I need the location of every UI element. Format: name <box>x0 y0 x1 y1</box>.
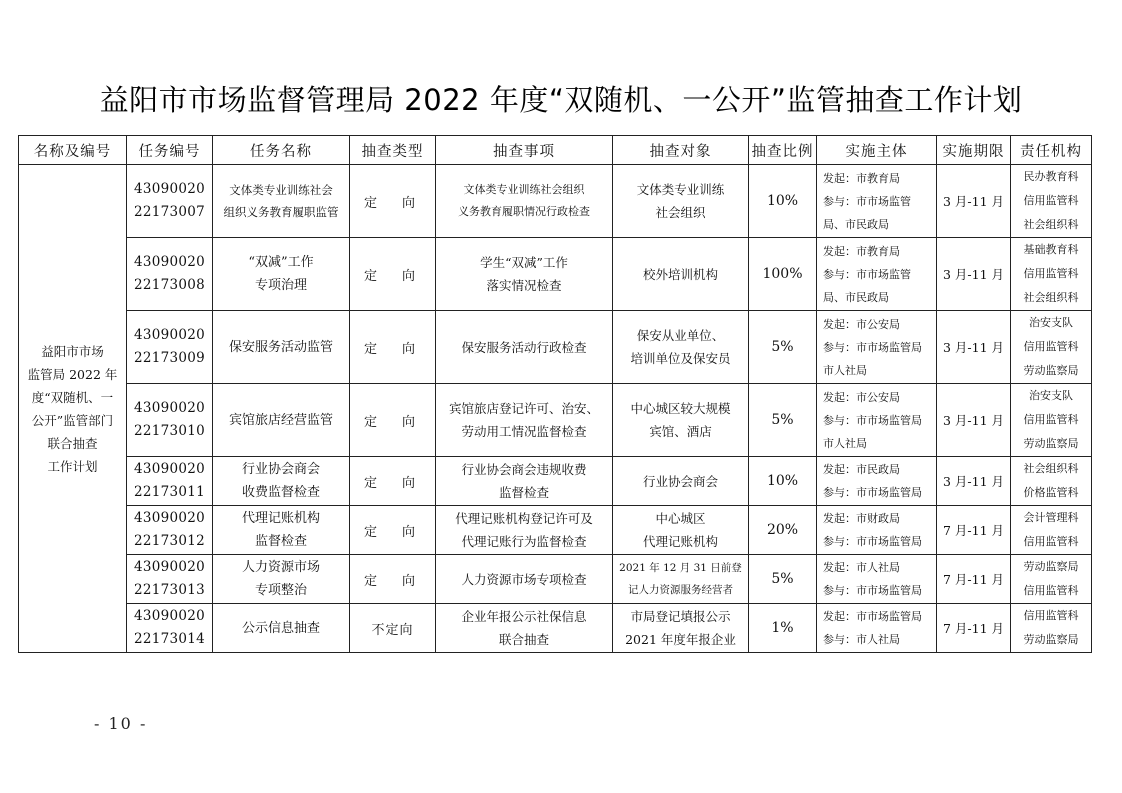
check-type-cell: 定 向 <box>350 506 436 555</box>
implementer-cell-line: 发起：市教育局 <box>823 244 900 258</box>
implementer-cell-line: 市人社局 <box>823 436 867 450</box>
check-target-cell-line: 市局登记填报公示 <box>630 609 731 624</box>
task-code-cell-line: 43090020 <box>133 254 206 270</box>
check-item-cell-line: 落实情况检查 <box>486 278 562 293</box>
period-cell: 3 月-11 月 <box>937 238 1011 311</box>
header-check-target: 抽查对象 <box>613 136 749 165</box>
responsible-cell-line: 信用监管科 <box>1023 609 1079 622</box>
period-cell: 3 月-11 月 <box>937 165 1011 238</box>
responsible-cell-line: 社会组织科 <box>1023 291 1079 304</box>
check-target-cell <box>613 604 749 653</box>
check-target-cell <box>613 506 749 555</box>
responsible-cell-line: 劳动监察局 <box>1023 437 1079 450</box>
implementer-cell-line: 发起：市市场监管局 <box>823 610 922 623</box>
implementer-cell <box>817 384 937 457</box>
implementer-cell-line: 参与：市市场监管 <box>823 194 911 208</box>
header-check-type: 抽查类型 <box>350 136 436 165</box>
implementer-cell-line: 参与：市市场监管局 <box>823 486 922 499</box>
responsible-cell-line: 民办教育科 <box>1023 170 1079 183</box>
page-number: - 10 - <box>94 714 148 733</box>
plan-unit-cell-line: 联合抽查 <box>47 435 98 451</box>
plan-unit-cell-line: 监管局 2022 年 <box>27 366 118 382</box>
implementer-cell <box>817 311 937 384</box>
table-row <box>19 311 1092 384</box>
table-row <box>19 384 1092 457</box>
responsible-cell-line: 治安支队 <box>1029 316 1073 329</box>
task-code-cell-line: 43090020 <box>133 400 206 416</box>
implementer-cell-line: 市人社局 <box>823 363 867 377</box>
check-target-cell <box>613 384 749 457</box>
check-type-cell: 不定向 <box>350 604 436 653</box>
period-cell: 3 月-11 月 <box>937 457 1011 506</box>
check-ratio-cell: 100% <box>749 238 817 311</box>
check-item-cell-line: 学生“双减”工作 <box>480 255 568 270</box>
task-code-cell <box>127 384 213 457</box>
implementer-cell-line: 参与：市市场监管 <box>823 267 911 281</box>
task-name-cell-line: 文体类专业训练社会 <box>229 183 333 197</box>
responsible-cell-line: 劳动监察局 <box>1023 364 1079 377</box>
task-code-cell <box>127 604 213 653</box>
check-ratio-cell: 5% <box>749 311 817 384</box>
check-item-cell <box>436 604 613 653</box>
check-item-cell-line: 劳动用工情况监督检查 <box>461 424 587 439</box>
implementer-cell-line: 参与：市市场监管局 <box>823 584 922 597</box>
task-code-cell <box>127 555 213 604</box>
responsible-cell <box>1011 384 1092 457</box>
implementer-cell <box>817 555 937 604</box>
responsible-cell-line: 社会组织科 <box>1023 462 1079 475</box>
task-name-cell-line: 专项治理 <box>254 278 307 293</box>
table-row <box>19 506 1092 555</box>
implementer-cell-line: 发起：市财政局 <box>823 512 900 525</box>
check-target-cell-line: 中心城区 <box>655 511 706 526</box>
implementer-cell <box>817 506 937 555</box>
task-name-cell-line: 人力资源市场 <box>241 560 320 575</box>
check-item-cell-line: 联合抽查 <box>498 632 549 647</box>
check-item-cell-line: 代理记账机构登记许可及 <box>455 511 593 526</box>
responsible-cell-line: 信用监管科 <box>1023 340 1079 353</box>
task-name-cell <box>213 555 350 604</box>
implementer-cell <box>817 604 937 653</box>
task-name-cell-line: 保安服务活动监管 <box>228 339 333 355</box>
task-code-cell-line: 22173009 <box>133 350 206 366</box>
check-ratio-cell: 10% <box>749 165 817 238</box>
implementer-cell-line: 发起：市人社局 <box>823 561 900 574</box>
implementer-cell-line: 参与：市市场监管局 <box>823 535 922 548</box>
period-cell: 7 月-11 月 <box>937 604 1011 653</box>
task-code-cell-line: 22173012 <box>133 533 206 549</box>
responsible-cell-line: 劳动监察局 <box>1023 560 1079 573</box>
responsible-cell-line: 信用监管科 <box>1023 194 1079 207</box>
header-check-item: 抽查事项 <box>436 136 613 165</box>
check-target-cell <box>613 165 749 238</box>
check-ratio-cell: 5% <box>749 555 817 604</box>
table-row <box>19 238 1092 311</box>
check-item-cell <box>436 165 613 238</box>
task-name-cell-line: 收费监督检查 <box>241 485 320 500</box>
check-ratio-cell: 10% <box>749 457 817 506</box>
header-implementer: 实施主体 <box>817 136 937 165</box>
task-code-cell <box>127 238 213 311</box>
header-plan-unit: 名称及编号 <box>19 136 127 165</box>
responsible-cell-line: 会计管理科 <box>1023 511 1079 524</box>
check-target-cell-line: 中心城区较大规模 <box>630 401 731 416</box>
responsible-cell <box>1011 165 1092 238</box>
header-check-ratio: 抽查比例 <box>749 136 817 165</box>
task-name-cell <box>213 165 350 238</box>
responsible-cell <box>1011 506 1092 555</box>
task-name-cell-line: 宾馆旅店经营监管 <box>228 412 333 428</box>
task-name-cell <box>213 384 350 457</box>
period-cell: 7 月-11 月 <box>937 506 1011 555</box>
responsible-cell-line: 劳动监察局 <box>1023 633 1079 646</box>
task-name-cell-line: 行业协会商会 <box>241 462 320 477</box>
table-row <box>19 555 1092 604</box>
check-target-cell-line: 代理记账机构 <box>642 534 718 549</box>
responsible-cell-line: 信用监管科 <box>1023 584 1079 597</box>
period-cell: 7 月-11 月 <box>937 555 1011 604</box>
check-target-cell-line: 保安从业单位、 <box>636 328 725 343</box>
responsible-cell <box>1011 555 1092 604</box>
table-header-row <box>19 136 1092 165</box>
check-ratio-cell: 20% <box>749 506 817 555</box>
task-name-cell-line: 代理记账机构 <box>241 511 320 526</box>
task-code-cell <box>127 506 213 555</box>
responsible-cell-line: 社会组织科 <box>1023 218 1079 231</box>
check-ratio-cell: 1% <box>749 604 817 653</box>
plan-unit-cell-line: 度“双随机、一 <box>31 389 114 405</box>
check-target-cell <box>613 555 749 604</box>
check-type-cell: 定 向 <box>350 384 436 457</box>
inspection-plan-table <box>18 135 1092 653</box>
task-name-cell <box>213 604 350 653</box>
implementer-cell-line: 参与：市人社局 <box>823 633 900 646</box>
check-item-cell-line: 企业年报公示社保信息 <box>461 609 587 624</box>
task-name-cell-line: 专项整治 <box>254 583 307 598</box>
implementer-cell-line: 发起：市公安局 <box>823 317 900 331</box>
implementer-cell-line: 参与：市市场监管局 <box>823 340 922 354</box>
check-item-cell-line: 保安服务活动行政检查 <box>461 339 587 355</box>
check-item-cell <box>436 457 613 506</box>
table-row <box>19 457 1092 506</box>
task-code-cell <box>127 457 213 506</box>
check-target-cell <box>613 457 749 506</box>
check-type-cell: 定 向 <box>350 457 436 506</box>
task-name-cell <box>213 311 350 384</box>
check-target-cell <box>613 238 749 311</box>
header-task-code: 任务编号 <box>127 136 213 165</box>
task-code-cell-line: 22173011 <box>133 484 206 500</box>
check-item-cell-line: 宾馆旅店登记许可、治安、 <box>448 401 599 416</box>
plan-unit-cell-line: 益阳市市场 <box>41 343 104 359</box>
check-target-cell-line: 2021 年度年报企业 <box>625 632 736 647</box>
task-code-cell <box>127 165 213 238</box>
task-name-cell-line: “双减”工作 <box>248 255 314 270</box>
responsible-cell <box>1011 311 1092 384</box>
task-code-cell-line: 22173014 <box>133 631 206 647</box>
check-target-cell-line: 培训单位及保安员 <box>630 351 731 366</box>
table-row <box>19 604 1092 653</box>
header-responsible: 责任机构 <box>1011 136 1092 165</box>
responsible-cell-line: 信用监管科 <box>1023 413 1079 426</box>
task-code-cell-line: 22173008 <box>133 277 206 293</box>
check-target-cell-line: 校外培训机构 <box>642 266 718 282</box>
plan-unit-cell-line: 工作计划 <box>47 458 98 474</box>
task-code-cell <box>127 311 213 384</box>
implementer-cell-line: 发起：市公安局 <box>823 390 900 404</box>
check-target-cell-line: 宾馆、酒店 <box>649 424 712 439</box>
implementer-cell <box>817 457 937 506</box>
check-target-cell-line: 社会组织 <box>655 205 706 220</box>
task-code-cell-line: 22173013 <box>133 582 206 598</box>
check-item-cell <box>436 555 613 604</box>
implementer-cell-line: 发起：市民政局 <box>823 463 900 476</box>
check-type-cell: 定 向 <box>350 238 436 311</box>
implementer-cell-line: 局、市民政局 <box>823 290 889 304</box>
responsible-cell <box>1011 238 1092 311</box>
plan-unit-cell-line: 公开”监管部门 <box>31 412 114 428</box>
check-target-cell-line: 2021 年 12 月 31 日前登 <box>619 562 742 574</box>
header-period: 实施期限 <box>937 136 1011 165</box>
responsible-cell <box>1011 457 1092 506</box>
check-item-cell-line: 行业协会商会违规收费 <box>461 462 587 477</box>
task-code-cell-line: 43090020 <box>133 327 206 343</box>
responsible-cell-line: 基础教育科 <box>1023 243 1079 256</box>
check-item-cell-line: 代理记账行为监督检查 <box>461 534 587 549</box>
period-cell: 3 月-11 月 <box>937 311 1011 384</box>
check-type-cell: 定 向 <box>350 555 436 604</box>
task-code-cell-line: 22173007 <box>133 204 206 220</box>
task-code-cell-line: 43090020 <box>133 510 206 526</box>
implementer-cell <box>817 165 937 238</box>
table-row <box>19 165 1092 238</box>
implementer-cell-line: 局、市民政局 <box>823 217 889 231</box>
implementer-cell <box>817 238 937 311</box>
check-type-cell: 定 向 <box>350 165 436 238</box>
implementer-cell-line: 发起：市教育局 <box>823 171 900 185</box>
plan-unit-cell <box>19 165 127 653</box>
responsible-cell-line: 信用监管科 <box>1023 267 1079 280</box>
responsible-cell-line: 治安支队 <box>1029 389 1073 402</box>
responsible-cell-line: 信用监管科 <box>1023 535 1079 548</box>
period-cell: 3 月-11 月 <box>937 384 1011 457</box>
task-name-cell-line: 公示信息抽查 <box>241 620 320 636</box>
check-item-cell-line: 义务教育履职情况行政检查 <box>458 205 590 218</box>
implementer-cell-line: 参与：市市场监管局 <box>823 413 922 427</box>
task-name-cell-line: 组织义务教育履职监管 <box>223 205 339 219</box>
task-code-cell-line: 43090020 <box>133 181 206 197</box>
check-item-cell-line: 监督检查 <box>498 485 549 500</box>
responsible-cell-line: 价格监管科 <box>1023 486 1079 499</box>
check-item-cell-line: 人力资源市场专项检查 <box>461 571 587 587</box>
responsible-cell <box>1011 604 1092 653</box>
check-item-cell-line: 文体类专业训练社会组织 <box>463 183 585 196</box>
task-code-cell-line: 43090020 <box>133 559 206 575</box>
task-code-cell-line: 43090020 <box>133 608 206 624</box>
header-task-name: 任务名称 <box>213 136 350 165</box>
task-code-cell-line: 22173010 <box>133 423 206 439</box>
task-code-cell-line: 43090020 <box>133 461 206 477</box>
task-name-cell <box>213 506 350 555</box>
task-name-cell <box>213 457 350 506</box>
check-target-cell-line: 文体类专业训练 <box>636 182 725 197</box>
document-title: 益阳市市场监督管理局 2022 年度“双随机、一公开”监管抽查工作计划 <box>99 83 1023 117</box>
check-item-cell <box>436 384 613 457</box>
check-item-cell <box>436 506 613 555</box>
check-item-cell <box>436 238 613 311</box>
check-target-cell-line: 记人力资源服务经营者 <box>628 584 733 596</box>
check-target-cell-line: 行业协会商会 <box>642 473 718 489</box>
check-type-cell: 定 向 <box>350 311 436 384</box>
task-name-cell-line: 监督检查 <box>254 534 307 549</box>
check-ratio-cell: 5% <box>749 384 817 457</box>
check-item-cell <box>436 311 613 384</box>
check-target-cell <box>613 311 749 384</box>
task-name-cell <box>213 238 350 311</box>
